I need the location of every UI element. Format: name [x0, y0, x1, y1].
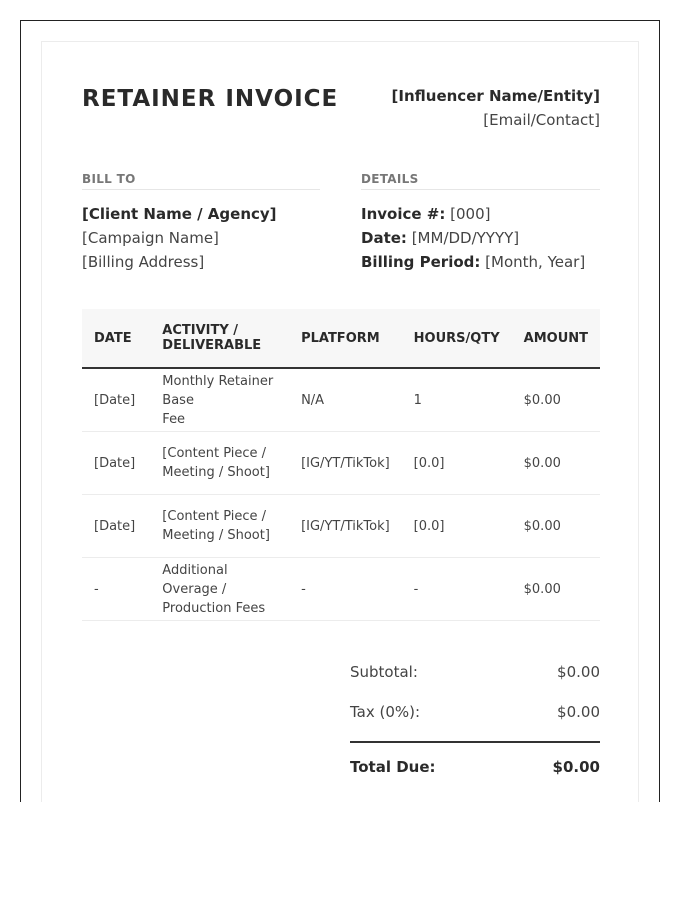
billing-period-label: Billing Period:: [361, 253, 481, 271]
invoice-date-label: Date:: [361, 229, 407, 247]
header-activity: [150, 309, 289, 368]
sender-name: [Influencer Name/Entity]: [391, 87, 600, 105]
invoice-date: [361, 226, 600, 250]
header-activity-line2: DELIVERABLE: [162, 338, 262, 353]
row-platform: -: [289, 558, 402, 621]
total-due-label: Total Due:: [350, 758, 436, 776]
row-date: [Date]: [82, 495, 150, 558]
row-platform: N/A: [289, 368, 402, 432]
header-amount: AMOUNT: [512, 309, 600, 368]
total-due-value: $0.00: [552, 758, 600, 776]
billing-period-value: [Month, Year]: [485, 253, 586, 271]
row-platform: [IG/YT/TikTok]: [289, 495, 402, 558]
invoice-number-value: [000]: [450, 205, 491, 223]
row-qty: [0.0]: [402, 432, 512, 495]
tax-label: Tax (0%):: [350, 703, 421, 721]
billing-period: [361, 250, 600, 274]
row-amount: $0.00: [512, 495, 600, 558]
details-label: DETAILS: [361, 172, 600, 190]
row-date: [Date]: [82, 368, 150, 432]
sender-contact: [Email/Contact]: [483, 111, 600, 129]
line-items-table: [82, 309, 600, 621]
row-activity: [150, 495, 289, 558]
subtotal-row: [350, 658, 600, 698]
row-activity-line1: [Content Piece /: [162, 446, 267, 461]
row-activity-line2: Fee: [162, 411, 186, 427]
billing-address: [Billing Address]: [82, 253, 205, 271]
row-activity: [150, 368, 289, 432]
bill-to-section: [82, 172, 320, 274]
row-amount: $0.00: [512, 558, 600, 621]
row-activity-line1: Monthly Retainer Base: [162, 373, 274, 408]
table-row: [82, 368, 600, 432]
sender-info: [392, 84, 600, 132]
header-date: DATE: [82, 309, 150, 368]
campaign-name: [Campaign Name]: [82, 229, 219, 247]
row-activity-line2: Meeting / Shoot]: [162, 465, 270, 480]
tax-row: [350, 698, 600, 738]
details-section: [361, 172, 600, 274]
tax-value: $0.00: [557, 703, 600, 721]
row-activity-line2: Production Fees: [162, 600, 266, 616]
header-activity-line1: ACTIVITY /: [162, 323, 239, 338]
row-activity: [150, 432, 289, 495]
header-qty: HOURS/QTY: [402, 309, 512, 368]
subtotal-label: Subtotal:: [350, 663, 418, 681]
row-activity-line1: [Content Piece /: [162, 509, 267, 524]
row-activity-line2: Meeting / Shoot]: [162, 528, 270, 543]
invoice-number-label: Invoice #:: [361, 205, 446, 223]
row-platform: [IG/YT/TikTok]: [289, 432, 402, 495]
client-name: [Client Name / Agency]: [82, 205, 277, 223]
row-date: -: [82, 558, 150, 621]
row-date: [Date]: [82, 432, 150, 495]
total-due-row: [350, 741, 600, 781]
row-qty: 1: [402, 368, 512, 432]
table-row: [82, 432, 600, 495]
table-header-row: [82, 309, 600, 368]
row-activity: [150, 558, 289, 621]
header-platform: PLATFORM: [289, 309, 402, 368]
row-qty: [0.0]: [402, 495, 512, 558]
row-qty: -: [402, 558, 512, 621]
row-activity-line1: Additional Overage /: [162, 562, 228, 597]
subtotal-value: $0.00: [557, 663, 600, 681]
row-amount: $0.00: [512, 368, 600, 432]
table-row: [82, 558, 600, 621]
table-row: [82, 495, 600, 558]
invoice-date-value: [MM/DD/YYYY]: [411, 229, 520, 247]
bill-to-label: BILL TO: [82, 172, 320, 190]
totals-section: [350, 658, 600, 781]
invoice-number: [361, 202, 600, 226]
invoice-title: RETAINER INVOICE: [82, 86, 339, 112]
row-amount: $0.00: [512, 432, 600, 495]
